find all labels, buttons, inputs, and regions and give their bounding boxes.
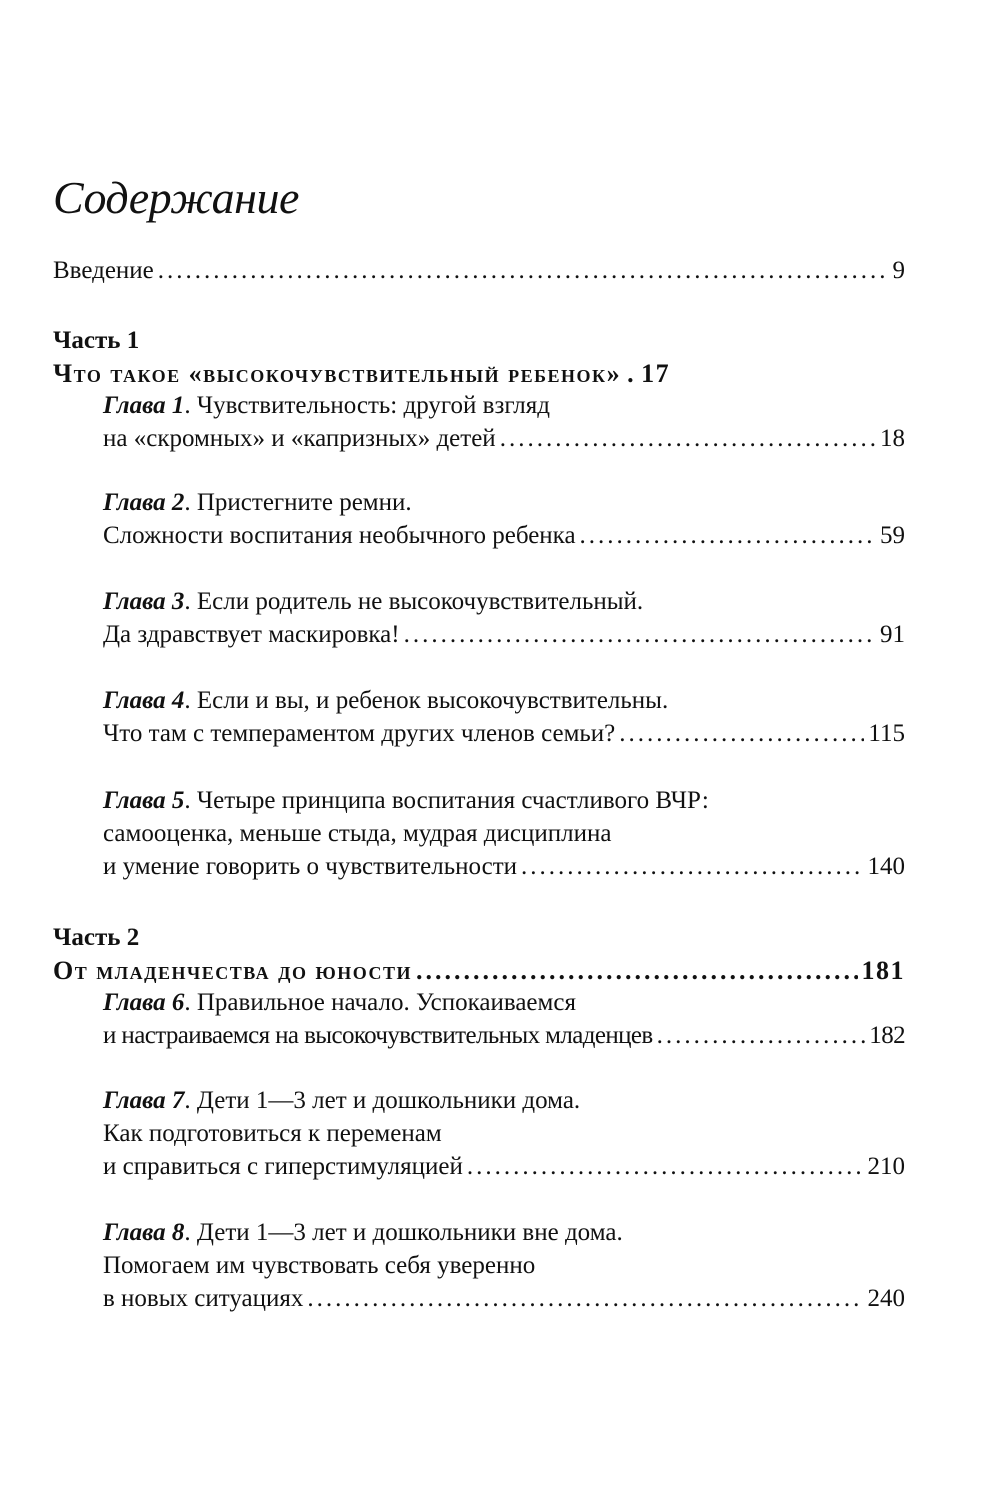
toc-chapter-2[interactable]: Глава 2 . Пристегните ремни. Сложности воспитания необычного ребенка ..... 59 — [53, 486, 955, 552]
chapter-prefix: Глава 5 — [103, 787, 185, 814]
entry-label: Введение — [53, 257, 154, 284]
chapter-title-line: в новых ситуациях — [103, 1285, 304, 1312]
dot-leader — [307, 1282, 863, 1315]
dot-leader — [580, 519, 876, 552]
chapter-title-line: Если и вы, и ребенок высокочувствительны. — [196, 687, 669, 714]
part-label: Часть 1 — [53, 327, 140, 354]
toc-chapter-7[interactable]: Глава 7 . Дети 1—3 лет и дошкольники дома. Как подготовиться к переменам и справиться с гиперстимуляцией ..... 210 — [53, 1084, 955, 1183]
dot-leader — [657, 1019, 866, 1052]
chapter-title-line: Как подготовиться к переменам — [103, 1120, 442, 1147]
toc-part-2[interactable] — [53, 921, 905, 987]
dot-leader — [158, 254, 889, 287]
page-title: Содержание — [53, 171, 299, 223]
page-number: 210 — [867, 1153, 905, 1180]
page-number: 18 — [880, 425, 905, 452]
dot-leader — [467, 1150, 864, 1183]
page-number: 115 — [868, 720, 905, 747]
toc-chapter-3[interactable]: Глава 3 . Если родитель не высокочувствительный. Да здравствует маскировка! ..... 91 — [53, 585, 955, 651]
page-number: 91 — [880, 621, 905, 648]
chapter-prefix: Глава 3 — [103, 588, 185, 615]
chapter-prefix: Глава 7 — [103, 1087, 185, 1114]
page-number: 182 — [869, 1022, 905, 1049]
toc-part-1[interactable]: Часть 1 Что такое «высокочувствительный ребенок» . 17 — [53, 324, 905, 390]
page-number: 59 — [880, 522, 905, 549]
page-number: 240 — [867, 1285, 905, 1312]
toc-chapter-5[interactable]: Глава 5 . Четыре принципа воспитания счастливого ВЧР: самооценка, меньше стыда, мудрая дисциплина и умение говорить о чувствительности ..... 140 — [53, 784, 955, 883]
part-title: От младенчества до юности — [53, 956, 412, 985]
chapter-title-line: и справиться с гиперстимуляцией — [103, 1153, 463, 1180]
chapter-title-line: Пристегните ремни. — [196, 489, 412, 516]
chapter-title-line: Помогаем им чувствовать себя уверенно — [103, 1252, 536, 1279]
chapter-title-line: самооценка, меньше стыда, мудрая дисциплина — [103, 820, 612, 847]
page-number: 9 — [892, 257, 905, 284]
chapter-title-line: Если родитель не высокочувствительный. — [196, 588, 644, 615]
dot-leader — [521, 850, 863, 883]
toc-chapter-1[interactable]: Глава 1 . Чувствительность: другой взгляд на «скромных» и «капризных» детей ..... 18 — [53, 389, 955, 455]
dot-leader — [404, 618, 876, 651]
toc-chapter-6[interactable]: Глава 6 . Правильное начало. Успокаиваемся и настраиваемся на высокочувствительных младенцев ..... 182 — [53, 986, 955, 1052]
chapter-title-line: Правильное начало. Успокаиваемся — [196, 989, 576, 1016]
dot-leader — [619, 717, 864, 750]
chapter-title-line: и умение говорить о чувствительности — [103, 853, 518, 880]
chapter-title-line: Чувствительность: другой взгляд — [196, 392, 550, 419]
dot-leader — [416, 954, 858, 987]
chapter-title-line: и настраиваемся на высокочувствительных младенцев — [103, 1022, 653, 1049]
dot-leader — [500, 422, 876, 455]
part-title: Что такое «высокочувствительный ребенок» — [53, 359, 622, 388]
page-number: 17 — [641, 359, 671, 388]
chapter-prefix: Глава 1 — [103, 392, 185, 419]
part-label: Часть 2 — [53, 924, 140, 951]
chapter-title-line: на «скромных» и «капризных» детей — [103, 425, 496, 452]
chapter-title-line: Что там с темпераментом других членов семьи? — [103, 720, 616, 747]
chapter-prefix: Глава 8 — [103, 1219, 185, 1246]
chapter-title-line: Да здравствует маскировка! — [103, 621, 400, 648]
chapter-title-line: Дети 1—3 лет и дошкольники дома. — [196, 1087, 581, 1114]
page-number: 140 — [867, 853, 905, 880]
toc-chapter-4[interactable]: Глава 4 . Если и вы, и ребенок высокочувствительны. Что там с темпераментом других членов семьи? ..... 115 — [53, 684, 955, 750]
page-number: 181 — [861, 956, 905, 985]
chapter-prefix: Глава 4 — [103, 687, 185, 714]
toc-chapter-8[interactable]: Глава 8 . Дети 1—3 лет и дошкольники вне дома. Помогаем им чувствовать себя уверенно в новых ситуациях ..... 240 — [53, 1216, 955, 1315]
chapter-prefix: Глава 2 — [103, 489, 185, 516]
chapter-title-line: Четыре принципа воспитания счастливого ВЧР: — [196, 787, 709, 814]
chapter-prefix: Глава 6 — [103, 989, 185, 1016]
toc-entry-intro[interactable] — [53, 254, 905, 287]
chapter-title-line: Дети 1—3 лет и дошкольники вне дома. — [196, 1219, 623, 1246]
chapter-title-line: Сложности воспитания необычного ребенка — [103, 522, 576, 549]
